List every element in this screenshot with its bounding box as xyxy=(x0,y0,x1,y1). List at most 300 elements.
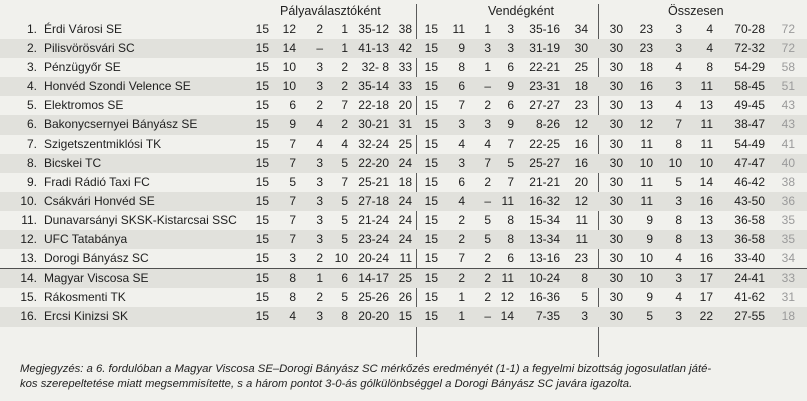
h-stat-cell: 5 xyxy=(341,290,348,305)
t-stat-cell: 58-45 xyxy=(734,79,765,94)
h-stat-cell: 15 xyxy=(255,251,269,266)
t-stat-cell: 54-29 xyxy=(734,60,765,75)
a-stat-cell: 14 xyxy=(500,309,514,324)
h-stat-cell: 2 xyxy=(316,22,323,36)
rank-cell: 1. xyxy=(26,22,37,36)
a-stat-cell: 15 xyxy=(424,41,438,56)
a-stat-cell: – xyxy=(484,79,491,94)
t-stat-cell: 30 xyxy=(609,174,623,189)
a-stat-cell: 31-19 xyxy=(529,41,560,56)
h-stat-cell: 7 xyxy=(289,232,296,247)
h-stat-cell: 24 xyxy=(398,212,412,227)
h-stat-cell: 7 xyxy=(289,136,296,151)
a-stat-cell: 15 xyxy=(424,117,438,132)
h-stat-cell: 3 xyxy=(316,174,323,189)
a-stat-cell: 9 xyxy=(507,79,514,94)
a-stat-cell: 15 xyxy=(424,212,438,227)
t-stat-cell: 3 xyxy=(675,271,682,286)
team-name-cell: UFC Tatabánya xyxy=(44,232,128,247)
header-total: Összesen xyxy=(668,4,724,18)
h-stat-cell: 15 xyxy=(255,271,269,286)
h-stat-cell: 25 xyxy=(398,271,412,286)
rank-cell: 7. xyxy=(26,136,37,151)
table-row xyxy=(0,211,807,230)
t-stat-cell: 41 xyxy=(781,136,795,151)
h-stat-cell: 15 xyxy=(255,136,269,151)
t-stat-cell: 38 xyxy=(781,174,795,189)
t-stat-cell: 30 xyxy=(609,117,623,132)
table-row xyxy=(0,135,807,154)
t-stat-cell: 43-50 xyxy=(734,193,765,208)
a-stat-cell: 3 xyxy=(581,309,588,324)
rank-cell: 11. xyxy=(21,212,37,227)
a-stat-cell: 5 xyxy=(484,212,491,227)
h-stat-cell: 15 xyxy=(255,309,269,324)
h-stat-cell: 26 xyxy=(398,290,412,305)
a-stat-cell: 8 xyxy=(581,271,588,286)
team-name-cell: Pénzügyőr SE xyxy=(44,60,121,75)
a-stat-cell: 2 xyxy=(484,98,491,113)
t-stat-cell: 11 xyxy=(640,174,653,189)
table-row xyxy=(0,268,807,288)
a-stat-cell: 4 xyxy=(458,193,465,208)
a-stat-cell: 8 xyxy=(507,212,514,227)
t-stat-cell: 30 xyxy=(609,22,623,36)
a-stat-cell: 12 xyxy=(574,117,588,132)
t-stat-cell: 10 xyxy=(668,155,682,170)
a-stat-cell: 10-24 xyxy=(529,271,560,286)
h-stat-cell: 3 xyxy=(316,232,323,247)
t-stat-cell: 10 xyxy=(699,155,713,170)
a-stat-cell: 2 xyxy=(484,271,491,286)
team-name-cell: Dorogi Bányász SC xyxy=(44,251,149,266)
a-stat-cell: 8-26 xyxy=(535,117,560,132)
table-row xyxy=(0,230,807,249)
a-stat-cell: 7-35 xyxy=(535,309,560,324)
a-stat-cell: 6 xyxy=(458,174,465,189)
h-stat-cell: 4 xyxy=(316,117,323,132)
table-row xyxy=(0,249,807,268)
a-stat-cell: 6 xyxy=(507,98,514,113)
rank-cell: 6. xyxy=(26,117,37,132)
t-stat-cell: 13 xyxy=(699,212,713,227)
t-stat-cell: 70-28 xyxy=(734,22,765,36)
h-stat-cell: 22-20 xyxy=(358,155,389,170)
a-stat-cell: 5 xyxy=(484,232,491,247)
a-stat-cell: 15 xyxy=(424,155,438,170)
t-stat-cell: 4 xyxy=(706,41,713,56)
rank-cell: 5. xyxy=(26,98,37,113)
a-stat-cell: 21-21 xyxy=(529,174,560,189)
t-stat-cell: 8 xyxy=(675,136,682,151)
h-stat-cell: 1 xyxy=(341,41,348,56)
h-stat-cell: 27-18 xyxy=(358,193,389,208)
t-stat-cell: 72 xyxy=(781,22,795,36)
a-stat-cell: 6 xyxy=(507,60,514,75)
h-stat-cell: 25 xyxy=(398,136,412,151)
table-row xyxy=(0,39,807,58)
h-stat-cell: 5 xyxy=(341,193,348,208)
t-stat-cell: 9 xyxy=(646,212,653,227)
h-stat-cell: 2 xyxy=(341,79,348,94)
h-stat-cell: 8 xyxy=(289,290,296,305)
rank-cell: 15. xyxy=(20,290,37,305)
t-stat-cell: 41-62 xyxy=(734,290,765,305)
a-stat-cell: 5 xyxy=(581,290,588,305)
t-stat-cell: 9 xyxy=(646,290,653,305)
t-stat-cell: 35 xyxy=(781,232,795,247)
team-name-cell: Bakonycsernyei Bányász SE xyxy=(44,117,198,132)
t-stat-cell: 8 xyxy=(675,212,682,227)
a-stat-cell: 22-25 xyxy=(529,136,560,151)
h-stat-cell: 25-26 xyxy=(358,290,389,305)
t-stat-cell: 46-42 xyxy=(734,174,765,189)
t-stat-cell: 3 xyxy=(675,193,682,208)
a-stat-cell: – xyxy=(484,193,491,208)
h-stat-cell: 15 xyxy=(255,41,269,56)
table-row xyxy=(0,307,807,326)
t-stat-cell: 30 xyxy=(609,193,623,208)
a-stat-cell: 15 xyxy=(424,193,438,208)
h-stat-cell: 11 xyxy=(399,251,412,266)
h-stat-cell: 5 xyxy=(341,212,348,227)
a-stat-cell: 23 xyxy=(574,251,588,266)
t-stat-cell: 35 xyxy=(781,212,795,227)
h-stat-cell: 3 xyxy=(316,309,323,324)
table-row xyxy=(0,288,807,307)
t-stat-cell: 5 xyxy=(675,174,682,189)
h-stat-cell: 2 xyxy=(316,98,323,113)
rank-cell: 3. xyxy=(26,60,37,75)
h-stat-cell: – xyxy=(316,41,323,56)
t-stat-cell: 43 xyxy=(781,98,795,113)
a-stat-cell: 25-27 xyxy=(529,155,560,170)
t-stat-cell: 4 xyxy=(675,98,682,113)
a-stat-cell: 15 xyxy=(424,136,438,151)
t-stat-cell: 34 xyxy=(781,251,795,266)
a-stat-cell: 35-16 xyxy=(529,22,560,36)
t-stat-cell: 7 xyxy=(675,117,682,132)
t-stat-cell: 27-55 xyxy=(734,309,765,324)
a-stat-cell: 16 xyxy=(574,136,588,151)
t-stat-cell: 30 xyxy=(609,309,623,324)
rank-cell: 10. xyxy=(20,193,37,208)
h-stat-cell: 30-21 xyxy=(358,117,389,132)
h-stat-cell: 7 xyxy=(341,98,348,113)
a-stat-cell: 23-31 xyxy=(529,79,560,94)
h-stat-cell: 1 xyxy=(316,271,323,286)
standings-table xyxy=(0,20,807,327)
h-stat-cell: 2 xyxy=(341,117,348,132)
a-stat-cell: 13-34 xyxy=(529,232,560,247)
t-stat-cell: 43 xyxy=(781,117,795,132)
a-stat-cell: 15 xyxy=(424,22,438,36)
a-stat-cell: 7 xyxy=(507,136,514,151)
a-stat-cell: 6 xyxy=(458,79,465,94)
a-stat-cell: 3 xyxy=(507,41,514,56)
team-name-cell: Elektromos SE xyxy=(44,98,124,113)
a-stat-cell: 11 xyxy=(575,212,588,227)
h-stat-cell: 32-24 xyxy=(358,136,389,151)
team-name-cell: Szigetszentmiklósi TK xyxy=(44,136,162,151)
t-stat-cell: 4 xyxy=(675,290,682,305)
t-stat-cell: 3 xyxy=(675,22,682,36)
h-stat-cell: 14 xyxy=(282,41,296,56)
team-name-cell: Csákvári Honvéd SE xyxy=(44,193,155,208)
h-stat-cell: 15 xyxy=(255,232,269,247)
a-stat-cell: 11 xyxy=(452,22,465,36)
t-stat-cell: 10 xyxy=(639,251,653,266)
h-stat-cell: 7 xyxy=(341,174,348,189)
h-stat-cell: 15 xyxy=(255,193,269,208)
table-row xyxy=(0,96,807,115)
a-stat-cell: 8 xyxy=(458,60,465,75)
a-stat-cell: 16-32 xyxy=(529,193,560,208)
h-stat-cell: 15 xyxy=(255,290,269,305)
a-stat-cell: 2 xyxy=(458,212,465,227)
rank-cell: 16. xyxy=(20,309,37,324)
h-stat-cell: 15 xyxy=(255,174,269,189)
t-stat-cell: 13 xyxy=(639,98,653,113)
t-stat-cell: 36-58 xyxy=(734,232,765,247)
h-stat-cell: 10 xyxy=(282,60,296,75)
t-stat-cell: 33 xyxy=(781,271,795,286)
a-stat-cell: 15 xyxy=(424,232,438,247)
a-stat-cell: 3 xyxy=(507,22,514,36)
a-stat-cell: 12 xyxy=(574,193,588,208)
t-stat-cell: 30 xyxy=(609,60,623,75)
h-stat-cell: 6 xyxy=(341,271,348,286)
header-away: Vendégként xyxy=(488,4,555,18)
table-row xyxy=(0,20,807,39)
a-stat-cell: 1 xyxy=(484,60,491,75)
t-stat-cell: 5 xyxy=(646,309,653,324)
h-stat-cell: 24 xyxy=(398,232,412,247)
t-stat-cell: 3 xyxy=(675,79,682,94)
a-stat-cell: 12 xyxy=(500,290,514,305)
t-stat-cell: 16 xyxy=(639,79,653,94)
h-stat-cell: 35-14 xyxy=(358,79,389,94)
a-stat-cell: 15 xyxy=(424,79,438,94)
h-stat-cell: 41-13 xyxy=(358,41,389,56)
team-name-cell: Rákosmenti TK xyxy=(44,290,126,305)
h-stat-cell: 3 xyxy=(289,251,296,266)
t-stat-cell: 17 xyxy=(699,290,713,305)
a-stat-cell: 15 xyxy=(424,290,438,305)
rank-cell: 13. xyxy=(20,251,37,266)
t-stat-cell: 72-32 xyxy=(734,41,765,56)
h-stat-cell: 38 xyxy=(398,22,412,36)
t-stat-cell: 36-58 xyxy=(734,212,765,227)
t-stat-cell: 17 xyxy=(699,271,713,286)
h-stat-cell: 3 xyxy=(316,60,323,75)
h-stat-cell: 24 xyxy=(398,193,412,208)
a-stat-cell: – xyxy=(484,309,491,324)
a-stat-cell: 16 xyxy=(574,155,588,170)
t-stat-cell: 31 xyxy=(781,290,795,305)
t-stat-cell: 11 xyxy=(700,136,713,151)
h-stat-cell: 15 xyxy=(255,155,269,170)
t-stat-cell: 38-47 xyxy=(734,117,765,132)
t-stat-cell: 3 xyxy=(675,41,682,56)
h-stat-cell: 4 xyxy=(341,136,348,151)
a-stat-cell: 4 xyxy=(484,136,491,151)
rank-cell: 4. xyxy=(26,79,37,94)
h-stat-cell: 1 xyxy=(341,22,348,36)
rank-cell: 8. xyxy=(26,155,37,170)
a-stat-cell: 2 xyxy=(458,232,465,247)
a-stat-cell: 11 xyxy=(575,232,588,247)
a-stat-cell: 3 xyxy=(484,117,491,132)
h-stat-cell: 2 xyxy=(316,251,323,266)
h-stat-cell: 2 xyxy=(316,290,323,305)
a-stat-cell: 2 xyxy=(484,290,491,305)
h-stat-cell: 21-24 xyxy=(358,212,389,227)
rank-cell: 9. xyxy=(26,174,37,189)
a-stat-cell: 15-34 xyxy=(529,212,560,227)
t-stat-cell: 30 xyxy=(609,290,623,305)
footnote xyxy=(20,362,800,392)
a-stat-cell: 1 xyxy=(484,22,491,36)
t-stat-cell: 54-49 xyxy=(734,136,765,151)
h-stat-cell: 15 xyxy=(398,309,412,324)
footnote-line-2: kos szerepeltetése miatt megsemmisítette, s a három pontot 3-0-ás gólkülönbséggel a Dorogi Bányász SC javára igazolta. xyxy=(20,378,633,390)
t-stat-cell: 4 xyxy=(675,60,682,75)
t-stat-cell: 30 xyxy=(609,232,623,247)
h-stat-cell: 10 xyxy=(334,251,348,266)
t-stat-cell: 9 xyxy=(646,232,653,247)
t-stat-cell: 30 xyxy=(609,251,623,266)
table-row xyxy=(0,58,807,77)
a-stat-cell: 34 xyxy=(574,22,588,36)
t-stat-cell: 47-47 xyxy=(734,155,765,170)
h-stat-cell: 8 xyxy=(341,309,348,324)
a-stat-cell: 13-16 xyxy=(529,251,560,266)
a-stat-cell: 11 xyxy=(501,271,514,286)
a-stat-cell: 15 xyxy=(424,251,438,266)
h-stat-cell: 3 xyxy=(316,193,323,208)
t-stat-cell: 8 xyxy=(706,60,713,75)
h-stat-cell: 33 xyxy=(398,60,412,75)
t-stat-cell: 3 xyxy=(675,309,682,324)
team-name-cell: Bicskei TC xyxy=(44,155,102,170)
h-stat-cell: 5 xyxy=(289,174,296,189)
t-stat-cell: 4 xyxy=(675,251,682,266)
team-name-cell: Ercsi Kinizsi SK xyxy=(44,309,129,324)
a-stat-cell: 16-36 xyxy=(529,290,560,305)
team-name-cell: Magyar Viscosa SE xyxy=(44,271,149,286)
h-stat-cell: 4 xyxy=(289,309,296,324)
h-stat-cell: 3 xyxy=(316,79,323,94)
table-row xyxy=(0,192,807,211)
h-stat-cell: 35-12 xyxy=(358,22,389,36)
h-stat-cell: 23-24 xyxy=(358,232,389,247)
a-stat-cell: 1 xyxy=(458,309,465,324)
h-stat-cell: 2 xyxy=(341,60,348,75)
a-stat-cell: 18 xyxy=(574,79,588,94)
a-stat-cell: 30 xyxy=(574,41,588,56)
a-stat-cell: 15 xyxy=(424,174,438,189)
h-stat-cell: 15 xyxy=(255,117,269,132)
t-stat-cell: 30 xyxy=(609,98,623,113)
h-stat-cell: 10 xyxy=(282,79,296,94)
t-stat-cell: 24-41 xyxy=(734,271,765,286)
h-stat-cell: 15 xyxy=(255,98,269,113)
a-stat-cell: 9 xyxy=(507,117,514,132)
a-stat-cell: 2 xyxy=(484,174,491,189)
header-home: Pályaválasztóként xyxy=(280,4,381,18)
a-stat-cell: 15 xyxy=(424,98,438,113)
a-stat-cell: 7 xyxy=(507,174,514,189)
t-stat-cell: 11 xyxy=(700,79,713,94)
a-stat-cell: 8 xyxy=(507,232,514,247)
t-stat-cell: 49-45 xyxy=(734,98,765,113)
h-stat-cell: 4 xyxy=(316,136,323,151)
t-stat-cell: 13 xyxy=(699,232,713,247)
rank-cell: 2. xyxy=(26,41,37,56)
a-stat-cell: 15 xyxy=(424,271,438,286)
h-stat-cell: 20 xyxy=(398,98,412,113)
t-stat-cell: 23 xyxy=(639,22,653,36)
t-stat-cell: 4 xyxy=(706,22,713,36)
h-stat-cell: 22-18 xyxy=(358,98,389,113)
h-stat-cell: 7 xyxy=(289,193,296,208)
t-stat-cell: 30 xyxy=(609,212,623,227)
footnote-line-1: Megjegyzés: a 6. fordulóban a Magyar Viscosa SE–Dorogi Bányász SC mérkőzés eredményét (1-1) a fegyelmi bizottság jogosulatlan játé- xyxy=(20,363,712,375)
h-stat-cell: 9 xyxy=(289,117,296,132)
a-stat-cell: 27-27 xyxy=(529,98,560,113)
t-stat-cell: 11 xyxy=(700,117,713,132)
h-stat-cell: 42 xyxy=(398,41,412,56)
a-stat-cell: 11 xyxy=(501,193,514,208)
team-name-cell: Fradi Rádió Taxi FC xyxy=(44,174,150,189)
h-stat-cell: 5 xyxy=(341,155,348,170)
t-stat-cell: 40 xyxy=(781,155,795,170)
rank-cell: 14. xyxy=(20,271,37,286)
a-stat-cell: 25 xyxy=(574,60,588,75)
a-stat-cell: 5 xyxy=(507,155,514,170)
t-stat-cell: 12 xyxy=(639,117,653,132)
h-stat-cell: 33 xyxy=(398,79,412,94)
t-stat-cell: 18 xyxy=(781,309,795,324)
t-stat-cell: 10 xyxy=(639,271,653,286)
t-stat-cell: 30 xyxy=(609,79,623,94)
t-stat-cell: 16 xyxy=(699,193,713,208)
t-stat-cell: 11 xyxy=(640,193,653,208)
a-stat-cell: 6 xyxy=(507,251,514,266)
a-stat-cell: 2 xyxy=(484,251,491,266)
team-name-cell: Dunavarsányi SKSK-Kistarcsai SSC xyxy=(44,212,237,227)
h-stat-cell: 15 xyxy=(255,212,269,227)
h-stat-cell: 3 xyxy=(316,212,323,227)
t-stat-cell: 11 xyxy=(640,136,653,151)
h-stat-cell: 12 xyxy=(282,22,296,36)
a-stat-cell: 23 xyxy=(574,98,588,113)
a-stat-cell: 7 xyxy=(458,251,465,266)
h-stat-cell: 25-21 xyxy=(358,174,389,189)
a-stat-cell: 20 xyxy=(574,174,588,189)
a-stat-cell: 3 xyxy=(484,41,491,56)
a-stat-cell: 4 xyxy=(458,136,465,151)
t-stat-cell: 30 xyxy=(609,271,623,286)
h-stat-cell: 3 xyxy=(316,155,323,170)
h-stat-cell: 5 xyxy=(341,232,348,247)
table-row xyxy=(0,115,807,134)
t-stat-cell: 16 xyxy=(699,251,713,266)
a-stat-cell: 9 xyxy=(458,41,465,56)
t-stat-cell: 58 xyxy=(781,60,795,75)
team-name-cell: Pilisvörösvári SC xyxy=(44,41,135,56)
